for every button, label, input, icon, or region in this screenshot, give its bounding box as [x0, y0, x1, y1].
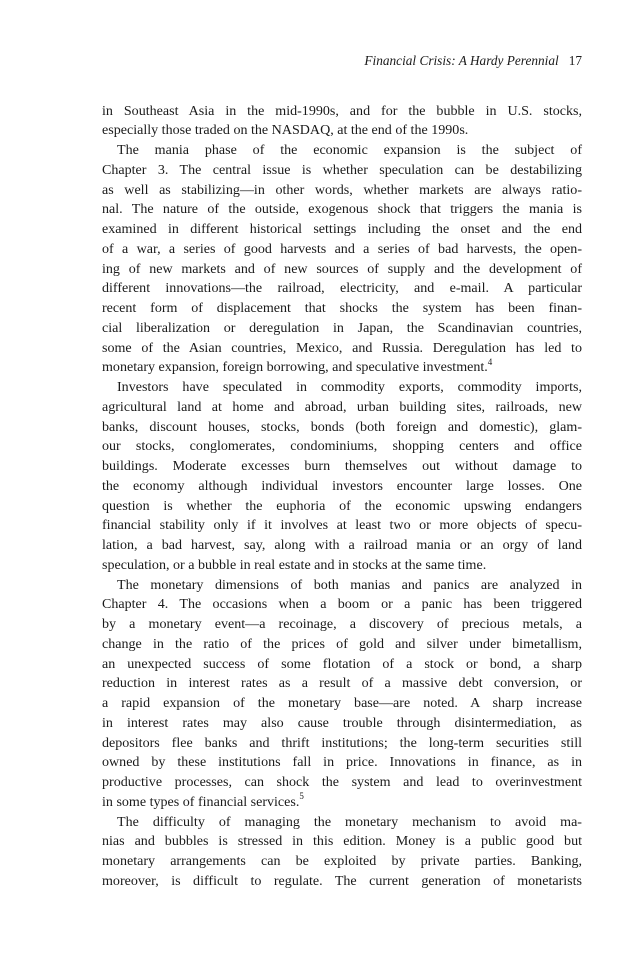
text-line — [102, 655, 582, 675]
text-line — [102, 477, 582, 497]
line-text: nias and bubbles is stressed in this edition. Money is a public good but — [102, 833, 582, 850]
text-line — [102, 714, 582, 734]
text-line — [102, 832, 582, 852]
text-line — [102, 161, 582, 181]
text-line — [102, 279, 582, 299]
line-text: monetary expansion, foreign borrowing, and speculative investment. — [102, 359, 488, 376]
text-line — [102, 339, 582, 359]
line-text: different innovations—the railroad, electricity, and e-mail. A particular — [102, 280, 582, 297]
text-line — [102, 240, 582, 260]
text-line — [102, 121, 582, 141]
footnote-marker: 5 — [299, 791, 304, 802]
body-text — [102, 102, 582, 892]
line-text: as well as stabilizing—in other words, whether markets are always ratio- — [102, 181, 582, 198]
text-line — [102, 181, 582, 201]
text-line — [102, 299, 582, 319]
text-line — [102, 793, 582, 813]
text-line — [102, 398, 582, 418]
line-text: buildings. Moderate excesses burn themselves out without damage to — [102, 458, 582, 474]
text-line — [102, 418, 582, 438]
line-text: in Southeast Asia in the mid-1990s, and for the bubble in U.S. stocks, — [102, 102, 582, 119]
text-line — [102, 358, 582, 378]
text-line — [102, 576, 582, 596]
line-text: some of the Asian countries, Mexico, and Russia. Deregulation has led to — [102, 339, 582, 356]
page-number: 17 — [568, 53, 582, 68]
footnote-marker: 4 — [487, 356, 493, 367]
line-text: monetary arrangements can be exploited by private parties. Banking, — [102, 853, 582, 869]
text-line — [102, 872, 582, 892]
text-line — [102, 516, 582, 536]
running-head-title: Financial Crisis: A Hardy Perennial — [364, 53, 559, 68]
line-text: Chapter 3. The central issue is whether speculation can be destabilizing — [102, 161, 582, 178]
line-text: our stocks, conglomerates, condominiums, shopping centers and office — [102, 438, 582, 455]
line-text: by a monetary event—a recoinage, a discovery of precious metals, a — [102, 616, 582, 632]
text-line — [102, 615, 582, 635]
line-text: banks, discount houses, stocks, bonds (both foreign and domestic), glam- — [102, 418, 582, 435]
line-text: The monetary dimensions of both manias and panics are analyzed in — [117, 576, 582, 593]
line-text: productive processes, can shock the system and lead to overinvestment — [102, 774, 582, 790]
text-line — [102, 734, 582, 754]
line-text: nal. The nature of the outside, exogenous shock that triggers the mania is — [102, 201, 582, 218]
line-text: of a war, a series of good harvests and a series of bad harvests, the open- — [102, 240, 582, 257]
line-text: especially those traded on the NASDAQ, at the end of the 1990s. — [102, 122, 469, 139]
line-text: Investors have speculated in commodity exports, commodity imports, — [117, 379, 582, 395]
line-text: in interest rates may also cause trouble through disintermediation, as — [102, 714, 582, 731]
text-line — [102, 141, 582, 161]
text-line — [102, 536, 582, 556]
line-text: depositors flee banks and thrift institutions; the long-term securities still — [102, 734, 582, 751]
line-text: moreover, is difficult to regulate. The current generation of monetarists — [102, 872, 582, 889]
text-line — [102, 319, 582, 339]
text-line — [102, 437, 582, 457]
line-text: ing of new markets and of new sources of supply and the development of — [102, 260, 582, 277]
line-text: question is whether the euphoria of the economic upswing endangers — [102, 497, 582, 514]
text-line — [102, 773, 582, 793]
line-text: change in the ratio of the prices of gold and silver under bimetallism, — [102, 635, 582, 652]
line-text: cial liberalization or deregulation in Japan, the Scandinavian countries, — [102, 319, 582, 336]
text-line — [102, 694, 582, 714]
text-line — [102, 635, 582, 655]
line-text: Chapter 4. The occasions when a boom or a panic has been triggered — [102, 596, 582, 613]
text-line — [102, 674, 582, 694]
text-line — [102, 813, 582, 833]
text-line — [102, 497, 582, 517]
line-text: an unexpected success of some flotation of a stock or bond, a sharp — [102, 655, 582, 672]
text-line — [102, 200, 582, 220]
line-text: the economy although individual investors encounter large losses. One — [102, 477, 582, 494]
line-text: The difficulty of managing the monetary mechanism to avoid ma- — [117, 813, 582, 830]
text-line — [102, 260, 582, 280]
line-text: lation, a bad harvest, say, along with a railroad mania or an orgy of land — [102, 537, 582, 553]
text-line — [102, 102, 582, 122]
line-text: a rapid expansion of the monetary base—are noted. A sharp increase — [102, 695, 582, 711]
line-text: owned by these institutions fall in price. Innovations in finance, as in — [102, 754, 582, 771]
line-text: speculation, or a bubble in real estate and in stocks at the same time. — [102, 556, 487, 573]
text-line — [102, 753, 582, 773]
text-line — [102, 852, 582, 872]
text-line — [102, 457, 582, 477]
line-text: financial stability only if it involves at least two or more objects of specu- — [102, 517, 582, 534]
running-head — [102, 53, 582, 69]
line-text: recent form of displacement that shocks the system has been finan- — [102, 300, 582, 316]
line-text: reduction in interest rates as a result of a massive debt conversion, or — [102, 675, 582, 692]
text-line — [102, 378, 582, 398]
line-text: The mania phase of the economic expansion is the subject of — [117, 142, 582, 158]
line-text: in some types of financial services. — [102, 793, 300, 810]
text-line — [102, 556, 582, 576]
line-text: agricultural land at home and abroad, urban building sites, railroads, new — [102, 398, 582, 415]
text-line — [102, 220, 582, 240]
text-line — [102, 595, 582, 615]
line-text: examined in different historical settings including the onset and the end — [102, 221, 582, 237]
